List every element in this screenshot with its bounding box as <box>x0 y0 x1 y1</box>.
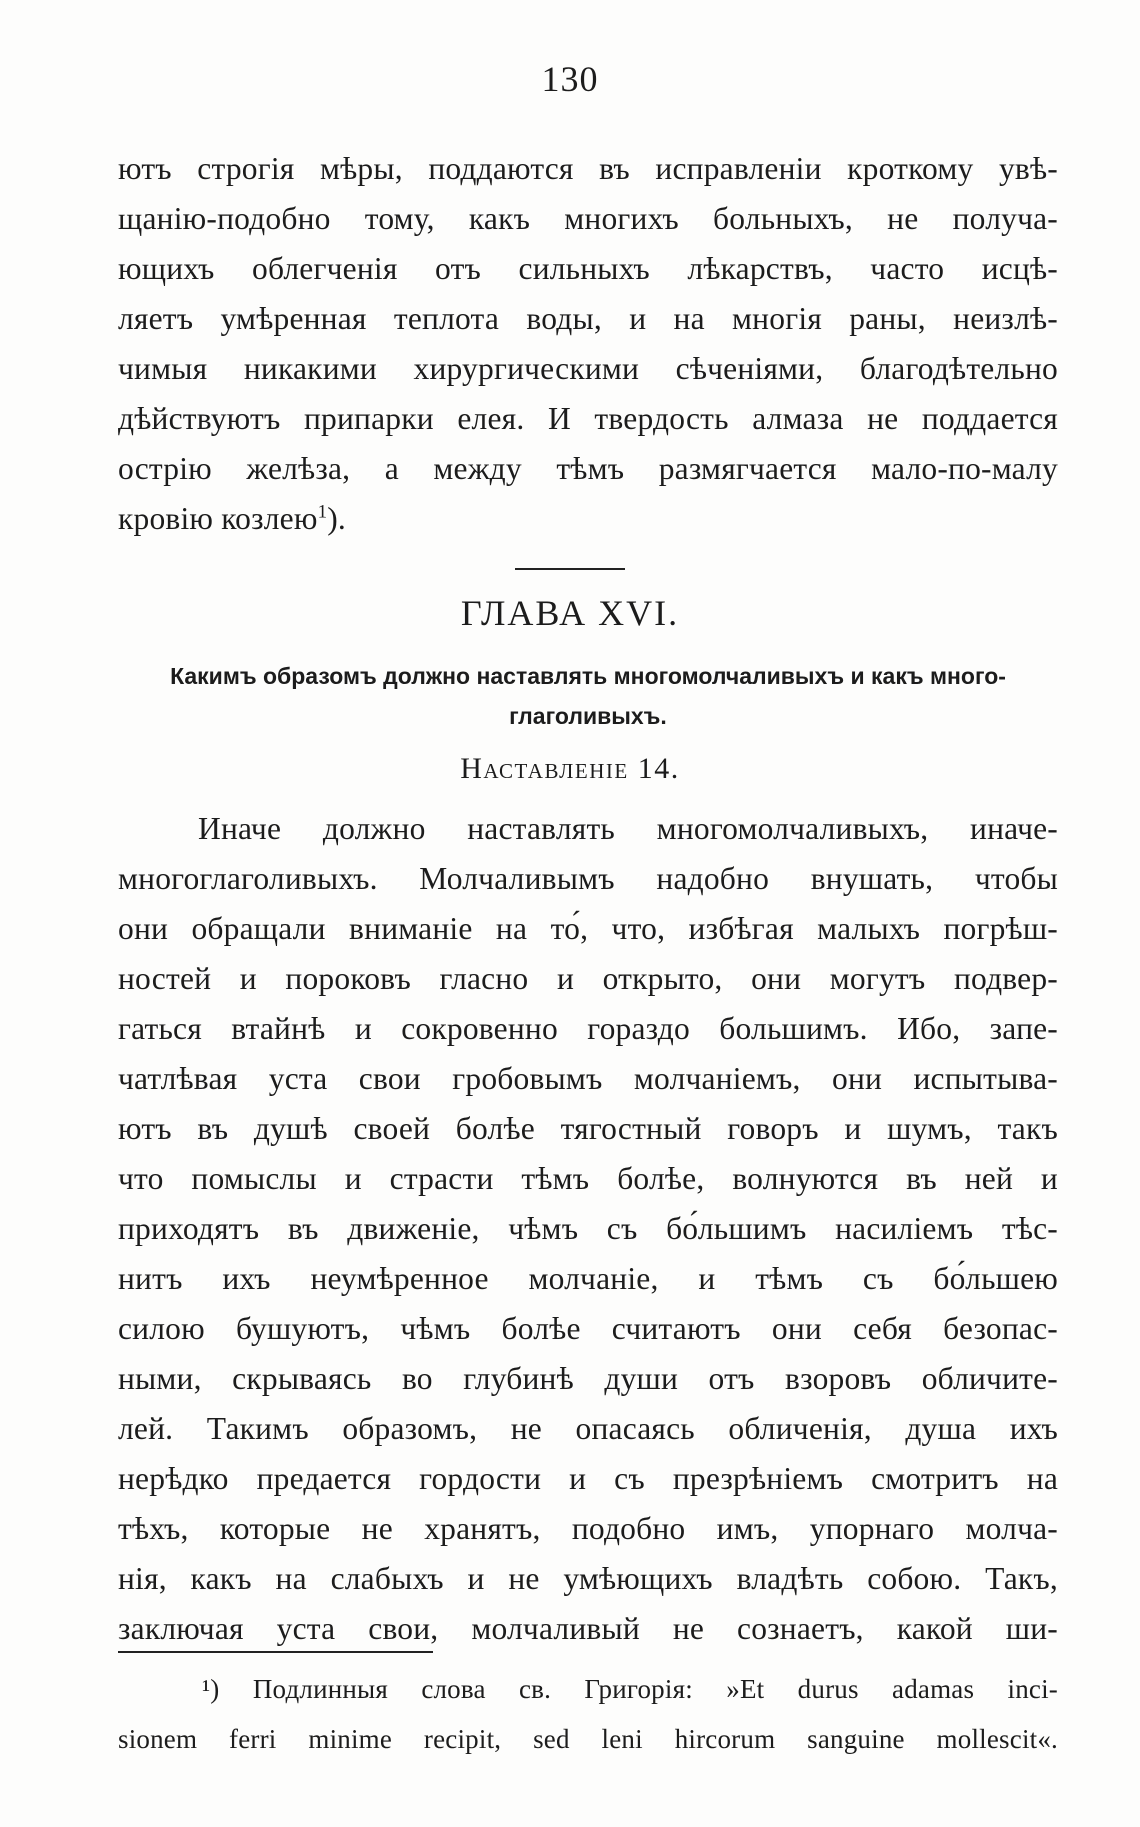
footnote-text: Подлинныя слова св. Григорія: »Et durus adamas inci- <box>252 1674 1058 1704</box>
text-fragment: ). <box>327 501 346 536</box>
main-paragraph <box>118 804 1058 1654</box>
text-line: Иначе должно наставлять многомолчаливыхъ, иначе- <box>198 811 1058 846</box>
text-line: острію желѣза, а между тѣмъ размягчается мало-по-малу <box>118 451 1058 486</box>
text-line: многоглаголивыхъ. Молчаливымъ надобно внушать, чтобы <box>118 861 1058 896</box>
text-line: ютъ строгія мѣры, поддаются въ исправленіи кроткому увѣ- <box>118 151 1058 186</box>
page-number: 130 <box>541 59 599 99</box>
text-line: силою бушуютъ, чѣмъ болѣе считаютъ они себя безопас- <box>118 1311 1058 1346</box>
text-line: ностей и пороковъ гласно и открыто, они могутъ подвер- <box>118 961 1058 996</box>
chapter-subtitle <box>118 656 1058 736</box>
text-line: нія, какъ на слабыхъ и не умѣющихъ владѣть собою. Такъ, <box>118 1561 1058 1596</box>
text-fragment: кровію козлею <box>118 501 318 536</box>
text-line: ными, скрываясь во глубинѣ души отъ взоровъ обличите- <box>118 1361 1058 1396</box>
footnote-marker: ¹) <box>202 1674 220 1704</box>
text-line: ютъ въ душѣ своей болѣе тягостный говоръ и шумъ, такъ <box>118 1111 1058 1146</box>
text-line: что помыслы и страсти тѣмъ болѣе, волнуются въ ней и <box>118 1161 1058 1196</box>
footnote-reference: 1 <box>317 501 328 523</box>
text-line: ляетъ умѣренная теплота воды, и на многія раны, неизлѣ- <box>118 301 1058 336</box>
text-line: чатлѣвая уста свои гробовымъ молчаніемъ, они испытыва- <box>118 1061 1058 1096</box>
text-line: щанію-подобно тому, какъ многихъ больныхъ, не получа- <box>118 201 1058 236</box>
section-title: Наставленіе 14. <box>460 752 680 785</box>
text-line-last <box>118 494 1058 544</box>
text-line: тѣхъ, которые не хранятъ, подобно имъ, упорнаго молча- <box>118 1511 1058 1546</box>
text-line: чимыя никакими хирургическими сѣченіями, благодѣтельно <box>118 351 1058 386</box>
text-line: заключая уста свои, молчаливый не сознаетъ, какой ши- <box>118 1611 1058 1646</box>
top-paragraph <box>118 144 1058 544</box>
chapter-title: ГЛАВА XVI. <box>460 593 680 633</box>
text-line: приходятъ въ движеніе, чѣмъ съ бо́льшимъ насиліемъ тѣс- <box>118 1211 1058 1246</box>
text-line: гаться втайнѣ и сокровенно гораздо большимъ. Ибо, запе- <box>118 1011 1058 1046</box>
text-line: нерѣдко предается гордости и съ презрѣніемъ смотритъ на <box>118 1461 1058 1496</box>
text-line: дѣйствуютъ припарки елея. И твердость алмаза не поддается <box>118 401 1058 436</box>
footnote-line: sionem ferri minime recipit, sed leni hircorum sanguine mollescit«. <box>118 1724 1058 1754</box>
chapter-divider <box>515 568 625 570</box>
text-line: ющихъ облегченія отъ сильныхъ лѣкарствъ, часто исцѣ- <box>118 251 1058 286</box>
text-line: нитъ ихъ неумѣренное молчаніе, и тѣмъ съ бо́льшею <box>118 1261 1058 1296</box>
chapter-subtitle-line: Какимъ образомъ должно наставлять многомолчаливыхъ и какъ много- <box>170 663 1006 689</box>
text-line: они обращали вниманіе на то́, что, избѣгая малыхъ погрѣш- <box>118 911 1058 946</box>
text-line: лей. Такимъ образомъ, не опасаясь обличенія, душа ихъ <box>118 1411 1058 1446</box>
footnote-divider <box>118 1651 433 1653</box>
chapter-subtitle-line: глаголивыхъ. <box>509 703 667 729</box>
footnote <box>118 1664 1058 1764</box>
footnote-line <box>118 1664 1058 1714</box>
